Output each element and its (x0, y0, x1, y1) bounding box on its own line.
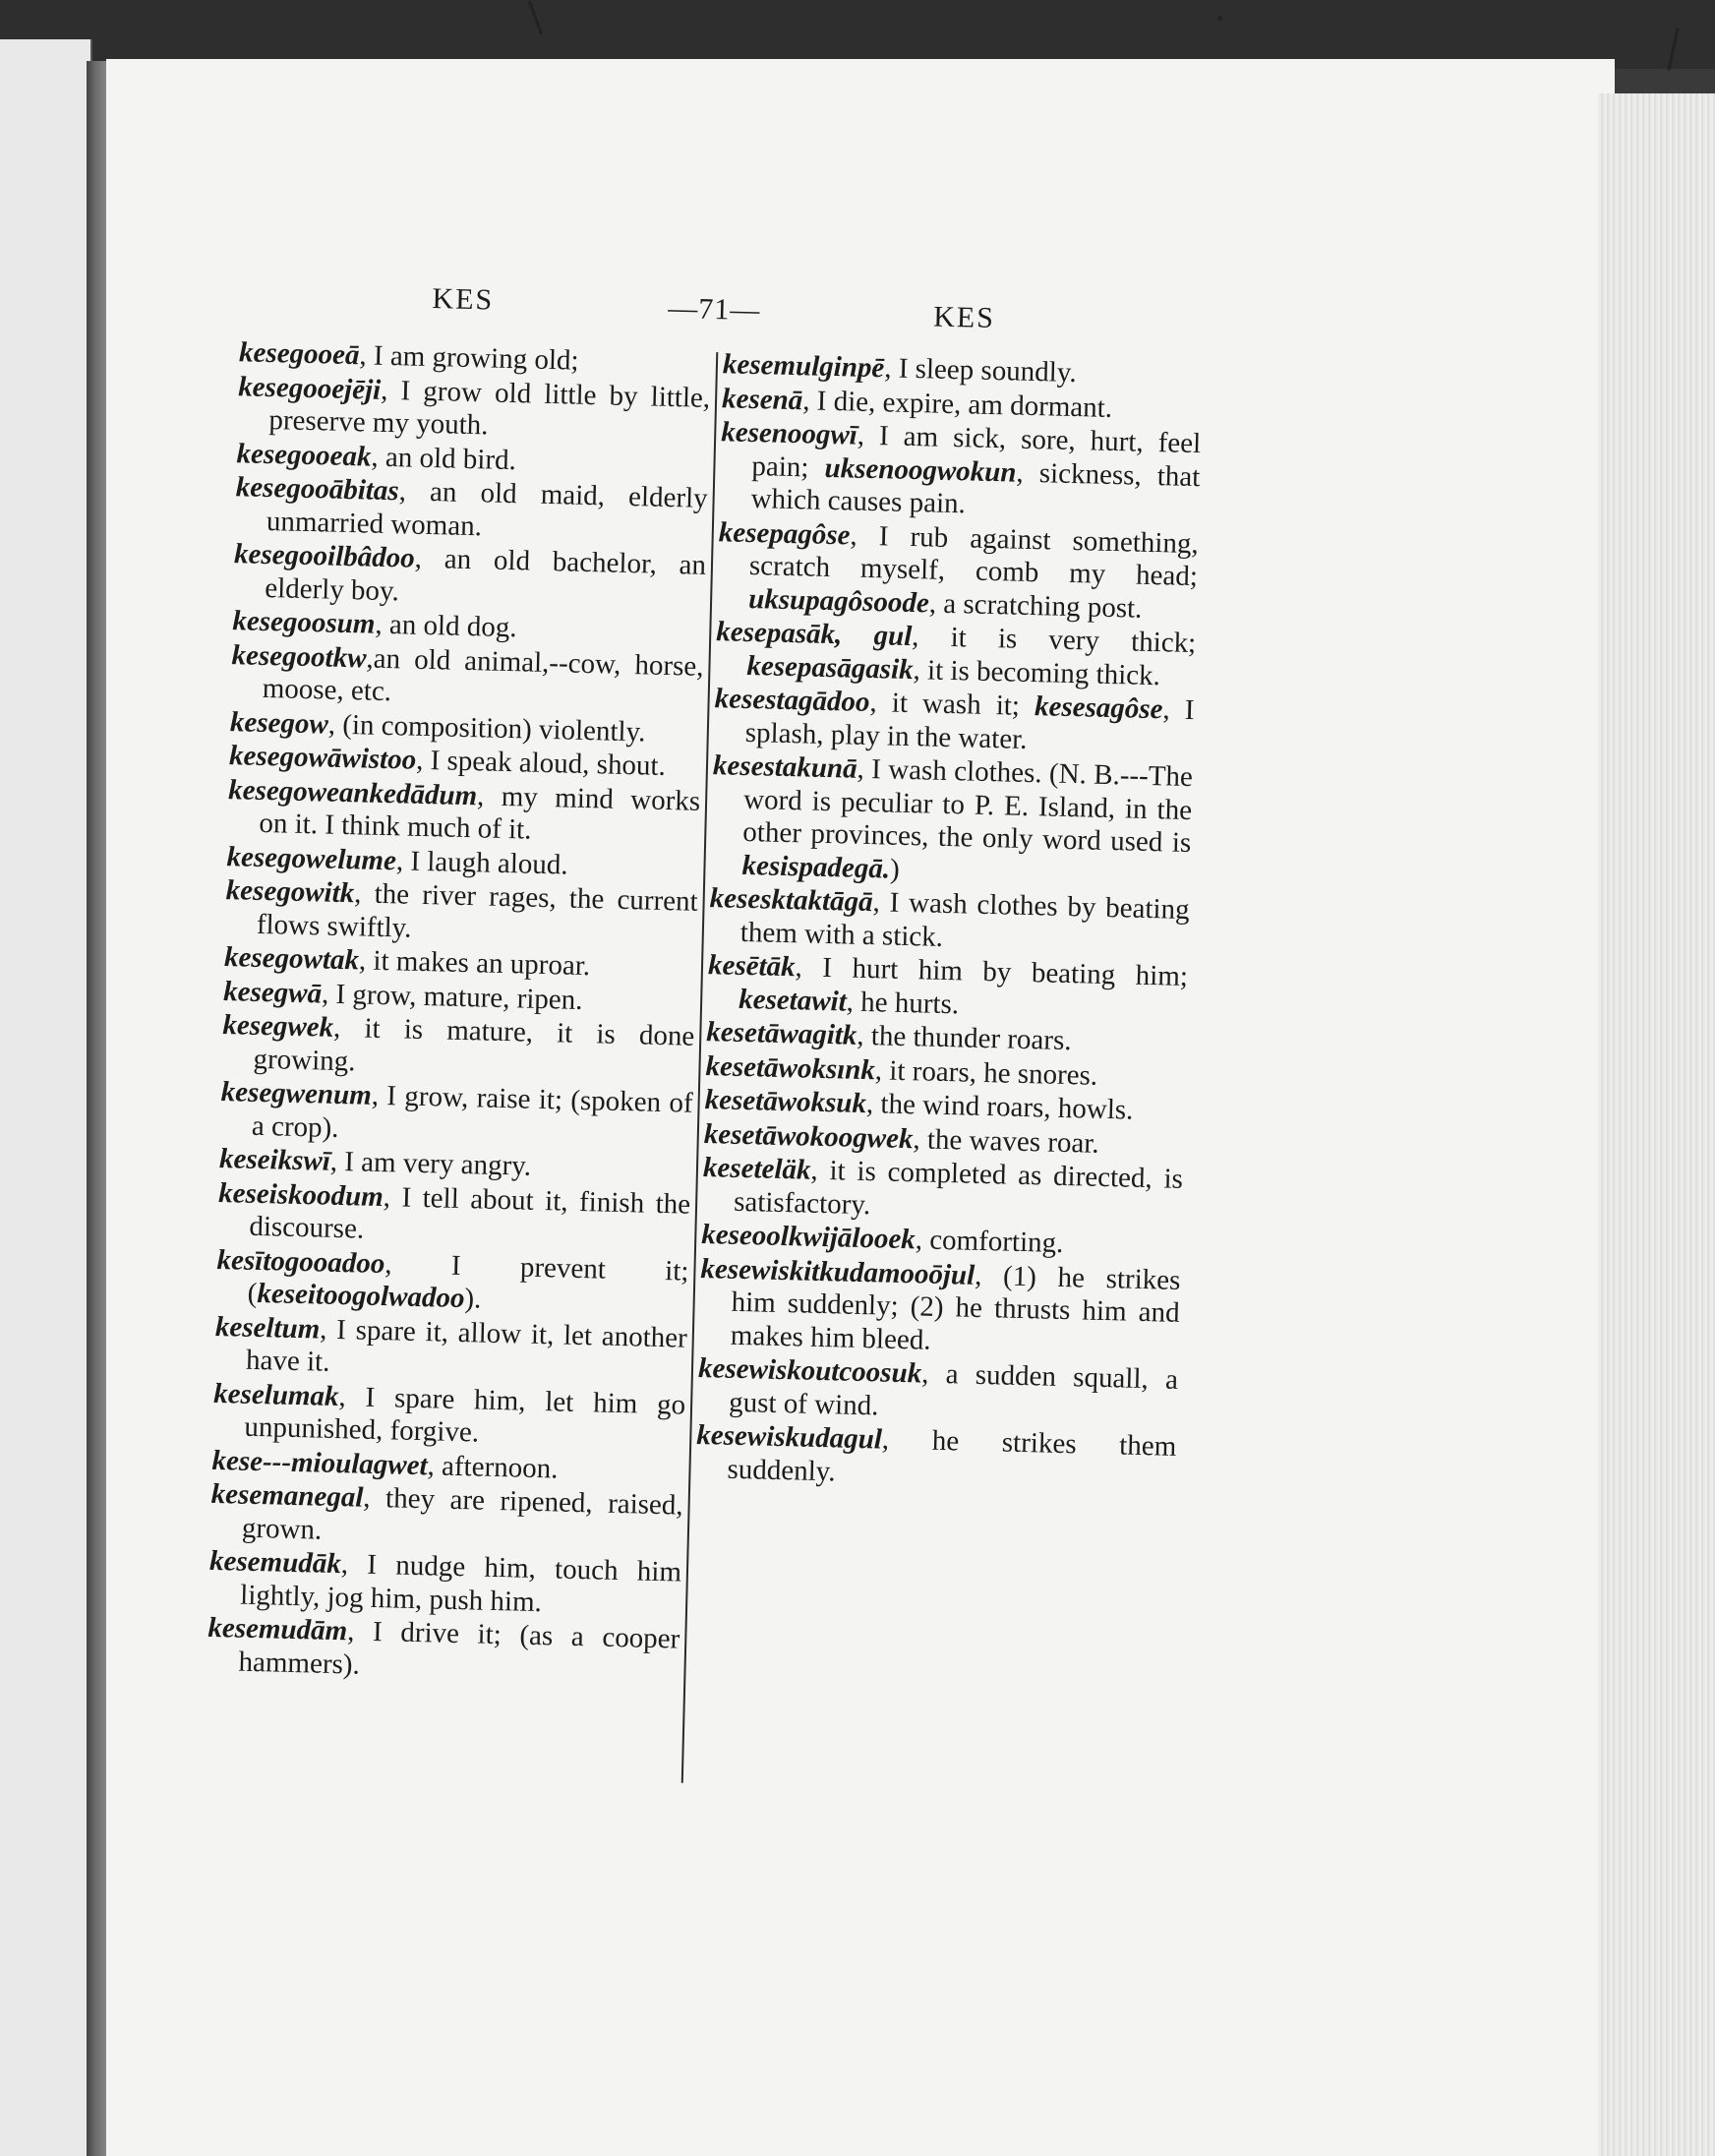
dictionary-entry (698, 1252, 1180, 1362)
entry-headword: kesegow (229, 705, 329, 741)
entry-definition-continued: , sickness, that which causes pain. (750, 456, 1201, 520)
entry-headword: kesētāk (707, 949, 797, 984)
entry-headword: kesegoosum (232, 605, 376, 640)
entry-headword: kesegooābitas (235, 471, 400, 508)
entry-headword: kesemulginpē (722, 348, 885, 385)
entry-headword: kesegowāwistoo (228, 740, 417, 776)
entry-definition: , a sudden squall, a gust of wind. (728, 1357, 1179, 1421)
entry-definition: , he strikes them suddenly. (727, 1423, 1177, 1487)
entry-italic-term: uksenoogwokun (824, 451, 1017, 489)
entry-headword: kesepagôse (718, 515, 851, 551)
entry-definition: , (1) he strikes him suddenly; (2) he thrusts him and makes him bleed. (730, 1259, 1181, 1356)
entry-definition: , it roars, he snores. (874, 1053, 1098, 1092)
entry-headword: kesegwek (222, 1009, 334, 1044)
entry-definition: , I tell about it, finish the discourse. (249, 1180, 691, 1245)
running-head-left: KES (432, 282, 495, 317)
entry-definition: , (in composition) violently. (327, 708, 646, 748)
entry-definition: , afternoon. (427, 1449, 559, 1485)
entry-definition: , I am sick, sore, hurt, feel pain; (751, 419, 1202, 484)
entry-headword: keseoolkwijālooek (700, 1219, 917, 1256)
entry-definition: , I rub against something, scratch myself, comb my head; (748, 518, 1200, 593)
entry-definition: ,an old animal,--cow, horse, moose, etc. (262, 642, 704, 708)
entry-definition: , the thunder roars. (857, 1019, 1072, 1057)
entry-definition: , the river rages, the current flows swiftly. (256, 877, 699, 944)
page-fore-edge (1598, 93, 1715, 2156)
entry-definition: , I die, expire, am dormant. (801, 384, 1113, 424)
entry-definition: , I wash clothes. (N. B.---The word is peculiar to P. E. Island, in the other provinces, the only word used is (741, 752, 1194, 860)
dictionary-entry (214, 1310, 687, 1388)
entry-headword: kesesktaktāgā (709, 882, 874, 919)
dictionary-entry (210, 1478, 683, 1556)
entry-italic-term: kesesagôse (1034, 690, 1163, 726)
entry-headword: kesegowtak (223, 941, 360, 977)
entry-definition-continued: , he hurts. (846, 986, 960, 1020)
entry-definition-continued: , I splash, play in the water. (744, 693, 1195, 755)
entry-headword: kesemudāk (208, 1544, 342, 1581)
dictionary-entry (225, 874, 698, 952)
entry-definition: , it is completed as directed, is satisfactory. (733, 1154, 1184, 1221)
entry-definition-continued: ) (889, 853, 901, 885)
entry-headword: kesetāwagitk (706, 1016, 858, 1051)
entry-headword: kesewiskudagul (695, 1418, 883, 1456)
entry-headword: keseteläk (702, 1152, 811, 1186)
dictionary-entry (212, 1377, 685, 1455)
dictionary-entry (220, 1076, 693, 1154)
entry-headword: kesegooeā (238, 336, 360, 372)
left-column (207, 336, 711, 1690)
entry-headword: kesegwenum (220, 1076, 373, 1111)
entry-headword: kesewiskitkudamooōjul (700, 1252, 976, 1291)
entry-definition: , I speak aloud, shout. (415, 744, 667, 782)
entry-italic-term: kesispadegā. (741, 849, 891, 885)
entry-headword: kesītogooadoo (216, 1243, 385, 1280)
dictionary-entry (719, 416, 1201, 526)
entry-headword: kesewiskoutcoosuk (697, 1351, 922, 1390)
entry-headword: keseikswī (218, 1143, 331, 1177)
entry-headword: keseltum (214, 1310, 321, 1346)
dictionary-entry (235, 471, 708, 549)
entry-italic-term: uksupagôsoode (747, 582, 930, 619)
entry-headword: kesepasāk, gul (715, 616, 913, 653)
dictionary-entry (713, 683, 1194, 760)
page-number: —71— (667, 291, 761, 328)
entry-definition: , an old maid, elderly unmarried woman. (266, 475, 709, 542)
dictionary-entry (207, 1612, 680, 1690)
entry-italic-term: keseitoogolwadoo (257, 1277, 465, 1315)
entry-definition: , the waves roar. (913, 1122, 1100, 1160)
dictionary-entry (702, 1152, 1183, 1229)
dictionary-entry (215, 1243, 688, 1321)
dictionary-entry (208, 1545, 681, 1623)
entry-definition-continued: , it is becoming thick. (913, 653, 1161, 691)
entry-headword: kesenā (721, 382, 803, 416)
dictionary-entry (695, 1419, 1176, 1497)
entry-definition: , I grow, mature, ripen. (321, 977, 583, 1016)
entry-definition: , I grow old little by little, preserve my youth. (268, 374, 711, 442)
entry-headword: kesemanegal (210, 1477, 364, 1514)
book-gutter-shadow (87, 61, 108, 2156)
dictionary-entry (237, 371, 710, 449)
entry-definition: , it wash it; (869, 687, 1035, 723)
facing-page-edge (0, 39, 92, 2156)
entry-definition: , I wash clothes by beating them with a stick. (739, 886, 1190, 953)
running-head-right: KES (932, 300, 996, 335)
entry-headword: kesenoogwī (720, 416, 858, 451)
entry-definition: , I hurt him by beating him; (795, 951, 1189, 993)
dictionary-entry (233, 538, 706, 616)
dictionary-entry (710, 749, 1193, 893)
entry-headword: kesegooejēji (237, 370, 382, 406)
entry-headword: kesegwā (222, 975, 323, 1009)
dictionary-entry (697, 1352, 1178, 1430)
entry-definition: , I spare it, allow it, let another have it. (245, 1313, 688, 1378)
entry-headword: kesegowitk (225, 874, 355, 910)
dictionary-entry (227, 774, 700, 852)
dictionary-entry (217, 1176, 690, 1254)
entry-headword: kese---mioulagwet (211, 1444, 429, 1481)
right-column (695, 348, 1203, 1498)
entry-definition-continued: ). (464, 1283, 482, 1315)
entry-italic-term: kesetawit (738, 983, 848, 1018)
entry-headword: kesetāwokoogwek (703, 1117, 914, 1155)
entry-definition: , it makes an uproar. (358, 944, 591, 983)
dictionary-entry (708, 882, 1189, 960)
entry-definition: , comforting. (915, 1224, 1064, 1259)
entry-headword: kesegooilbâdoo (233, 538, 416, 574)
entry-definition-continued: , a scratching post. (928, 586, 1143, 625)
entry-definition: , an old bird. (371, 441, 517, 476)
entry-headword: keseiskoodum (217, 1176, 384, 1213)
entry-definition: , an old bachelor, an elderly boy. (264, 542, 707, 607)
dictionary-entry (717, 516, 1199, 627)
entry-definition: , I grow, raise it; (spoken of a crop). (251, 1079, 694, 1144)
page-content (184, 271, 1205, 1820)
entry-headword: kesegooeak (236, 437, 372, 473)
entry-definition: , they are ripened, raised, grown. (241, 1481, 684, 1546)
entry-headword: kesegowelume (226, 840, 397, 876)
dictionary-entry (221, 1009, 694, 1087)
entry-definition: , I nudge him, touch him lightly, jog him, push him. (239, 1548, 682, 1618)
entry-definition: , I drive it; (as a cooper hammers). (238, 1615, 680, 1681)
entry-headword: kesetāwoksınk (705, 1049, 876, 1086)
entry-headword: kesetāwoksuk (704, 1084, 867, 1120)
entry-headword: kesestagādoo (714, 683, 870, 719)
entry-headword: keselumak (212, 1377, 339, 1412)
dictionary-entry (715, 616, 1196, 693)
entry-definition: , I sleep soundly. (883, 352, 1078, 389)
entry-headword: kesegootkw (231, 638, 367, 674)
entry-definition: , it is very thick; (911, 621, 1197, 660)
entry-headword: kesemudām (207, 1611, 348, 1647)
entry-definition: , the wind roars, howls. (865, 1088, 1134, 1126)
entry-headword: kesegoweankedādum (227, 773, 478, 811)
entry-definition: , I prevent it; ( (247, 1247, 689, 1309)
entry-definition: , an old dog. (375, 608, 517, 644)
scan-speck (1217, 16, 1222, 21)
entry-italic-term: kesepasāgasik (746, 649, 915, 686)
dictionary-entry (707, 949, 1188, 1027)
entry-definition: , I am growing old; (359, 339, 579, 377)
entry-definition: , it is mature, it is done growing. (253, 1011, 695, 1077)
entry-definition: , my mind works on it. I think much of it. (259, 779, 701, 846)
entry-definition: , I laugh aloud. (395, 844, 569, 881)
entry-definition: , I am very angry. (329, 1145, 532, 1182)
entry-definition: , I spare him, let him go unpunished, forgive. (244, 1380, 686, 1449)
dictionary-entry (230, 639, 703, 717)
entry-headword: kesestakunā (712, 749, 858, 785)
